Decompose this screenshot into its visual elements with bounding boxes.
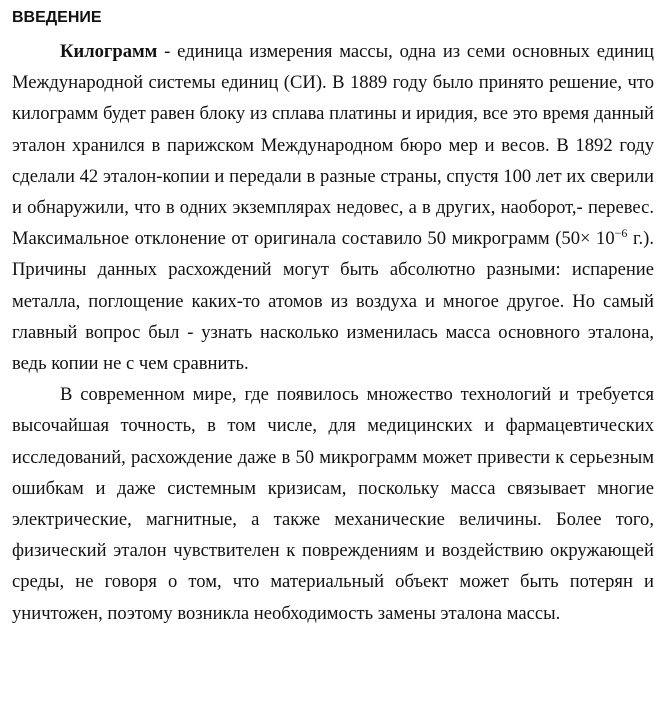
formula-microgram bbox=[555, 228, 654, 249]
paragraph-text-part1: - единица измерения массы, одна из семи основных единиц Международной системы единиц (СИ). В 1889 году было принято решение, что килограмм будет равен блоку из сплава платины и иридия, все это время данный эталон хранился в парижском Международном бюро мер и весов. В 1892 году сделали 42 эталон-копии и передали в разные страны, спустя 100 лет их сверили и обнаружили, что в одних экземплярах недовес, а в других, наоборот,- перевес. Максимальное отклонение от оригинала составило 50 микрограмм bbox=[12, 41, 654, 250]
formula-base: (50× 10 bbox=[555, 228, 615, 250]
section-heading: ВВЕДЕНИЕ bbox=[12, 9, 102, 26]
formula-unit: г.). bbox=[627, 228, 655, 250]
paragraph-modern-world: В современном мире, где появилось множество технологий и требуется высочайшая точность, в том числе, для медицинских и фармацевтических исследований, расхождение даже в 50 микрограмм может привести к серьезным ошибкам и даже системным кризисам, поскольку масса связывает многие электрические, магнитные, а также механические величины. Более того, физический эталон чувствителен к повреждениям и воздействию окружающей среды, не говоря о том, что материальный объект может быть потерян и уничтожен, поэтому возникла необходимость замены эталона массы. bbox=[12, 384, 654, 624]
formula-exponent: −6 bbox=[614, 226, 628, 241]
paragraph-kilogram-history bbox=[12, 36, 654, 379]
term-kilogram: Килограмм bbox=[60, 41, 158, 62]
document-page bbox=[12, 6, 654, 629]
paragraph-text-part2: Причины данных расхождений могут быть абсолютно разными: испарение металла, поглощение каких-то атомов из воздуха и многое другое. Но самый главный вопрос был - узнать насколько изменилась масса основного эталона, ведь копии не с чем сравнить. bbox=[12, 259, 654, 375]
